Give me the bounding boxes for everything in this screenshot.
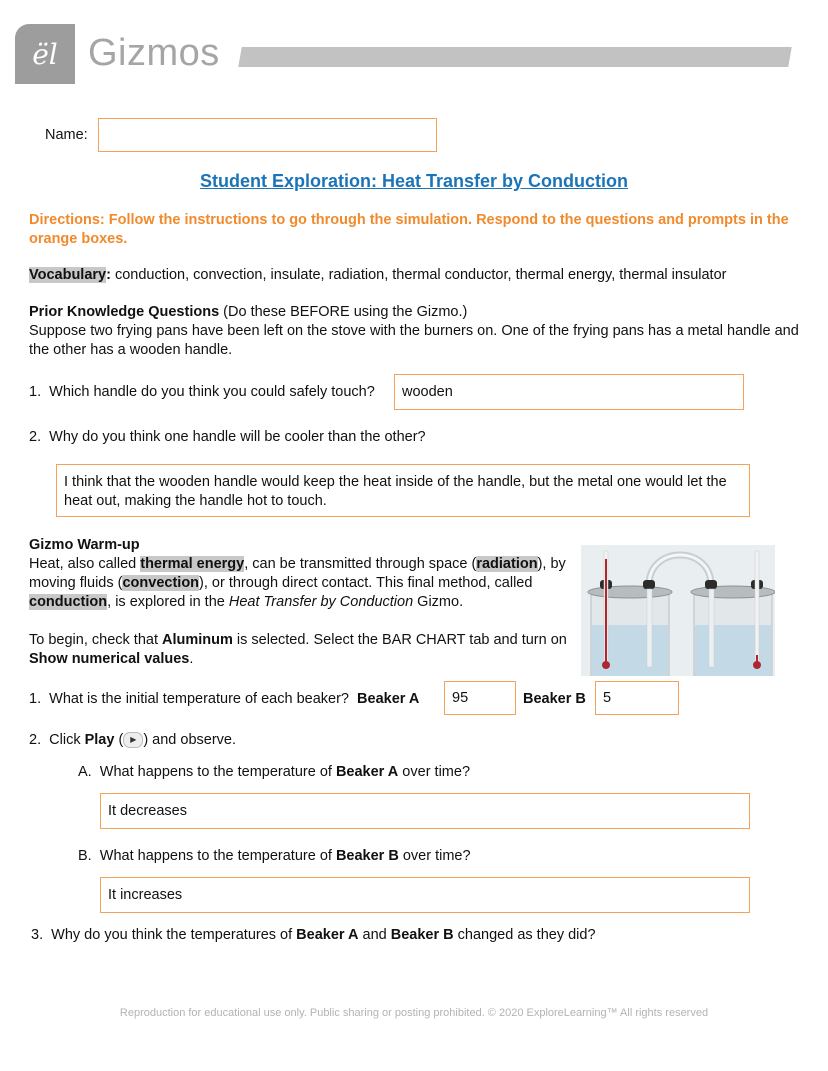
- header-bar: [238, 47, 792, 67]
- gizmo-name: Heat Transfer by Conduction: [228, 594, 414, 610]
- warmup-question-2b: [78, 848, 471, 864]
- text: ), by moving fluids (: [29, 556, 566, 591]
- text: , is explored in the: [107, 594, 229, 610]
- text: , can be transmitted through space (: [244, 556, 477, 572]
- text: (: [114, 732, 124, 748]
- text: What happens to the temperature of: [99, 764, 336, 780]
- footer-copyright: Reproduction for educational use only. Public sharing or posting prohibited. © 2020 ExploreLearning™ All rights reserved: [119, 1007, 709, 1019]
- sub-letter: B.: [78, 848, 92, 864]
- answer-text: It decreases: [108, 803, 187, 819]
- prior-knowledge-heading: Prior Knowledge Questions: [29, 304, 220, 320]
- explorelearning-logo: [15, 24, 75, 84]
- text: ), or through direct contact. This final method, called: [199, 575, 533, 591]
- term-convection: convection: [122, 575, 200, 591]
- beaker-a-temp-field[interactable]: [444, 681, 516, 715]
- connecting-tube: [649, 555, 711, 585]
- beaker-b-term: Beaker B: [390, 927, 454, 943]
- thermometer-b: [755, 551, 759, 663]
- question-text: Why do you think one handle will be cooler than the other?: [49, 429, 426, 445]
- beakers-illustration: [581, 545, 775, 676]
- text: Why do you think the temperatures of: [51, 927, 297, 943]
- term-thermal-energy: thermal energy: [140, 556, 245, 572]
- beaker-a-water: [592, 625, 668, 676]
- sub-letter: A.: [78, 764, 92, 780]
- beaker-a-label: Beaker A: [357, 691, 420, 707]
- question-text: What is the initial temperature of each beaker?: [49, 691, 349, 707]
- question-number: 1.: [29, 691, 42, 707]
- beaker-term: Beaker A: [335, 764, 399, 780]
- text: Heat, also called: [29, 556, 141, 572]
- text: .: [189, 651, 194, 667]
- warmup-question-2a: [78, 764, 470, 780]
- vocabulary-label: Vocabulary: [29, 267, 107, 283]
- term-radiation: radiation: [476, 556, 538, 572]
- brand-name: Gizmos: [88, 32, 220, 74]
- directions: Directions: Follow the instructions to go through the simulation. Respond to the questions and prompts in the orange boxes.: [29, 212, 789, 247]
- warmup-question-3: [31, 927, 596, 943]
- beaker-b-temp-field[interactable]: [595, 681, 679, 715]
- text: Gizmo.: [413, 594, 464, 610]
- show-values-term: Show numerical values: [29, 651, 190, 667]
- logo-glyph: ël: [32, 37, 58, 71]
- warmup-heading: Gizmo Warm-up: [29, 537, 140, 553]
- text: ) and observe.: [143, 732, 237, 748]
- text: changed as they did?: [453, 927, 596, 943]
- play-term: Play: [84, 732, 115, 748]
- pk-question-1: [29, 384, 375, 400]
- answer-text: I think that the wooden handle would keep the heat inside of the handle, but the metal one would let the heat out, making the handle hot to touch.: [64, 474, 727, 509]
- aluminum-term: Aluminum: [162, 632, 233, 648]
- thermometer-a-level: [605, 559, 607, 663]
- warmup-question-2: [29, 732, 236, 748]
- text: and: [358, 927, 391, 943]
- text: over time?: [398, 848, 471, 864]
- answer-2a[interactable]: [100, 793, 750, 829]
- stopper: [705, 580, 717, 589]
- answer-text: wooden: [402, 384, 453, 400]
- vocabulary-terms: conduction, convection, insulate, radiation, thermal conductor, thermal energy, thermal insulator: [114, 267, 727, 283]
- beaker-a-term: Beaker A: [296, 927, 359, 943]
- text: To begin, check that: [29, 632, 162, 648]
- text: What happens to the temperature of: [99, 848, 336, 864]
- prior-knowledge-note: (Do these BEFORE using the Gizmo.): [223, 304, 468, 320]
- pk-answer-2[interactable]: [56, 464, 750, 517]
- text: Click: [49, 732, 85, 748]
- answer-text: It increases: [108, 887, 183, 903]
- name-label: Name:: [45, 127, 88, 143]
- pk-answer-1[interactable]: [394, 374, 744, 410]
- text: is selected. Select the BAR CHART tab and turn on: [232, 632, 567, 648]
- question-number: 3.: [31, 927, 44, 943]
- text: over time?: [398, 764, 471, 780]
- question-number: 2.: [29, 732, 42, 748]
- prior-knowledge-intro: Suppose two frying pans have been left on the stove with the burners on. One of the frying pans has a metal handle and the other has a wooden handle.: [29, 323, 799, 358]
- answer-2b[interactable]: [100, 877, 750, 913]
- question-number: 1.: [29, 384, 42, 400]
- warmup-section: [29, 536, 574, 669]
- beaker-b-temp-value: 5: [603, 690, 612, 706]
- vocabulary-line: Vocabulary: conduction, convection, insulate, radiation, thermal conductor, thermal energy, thermal insulator: [29, 267, 727, 283]
- warmup-question-1: [29, 691, 419, 707]
- beaker-b-label: Beaker B: [523, 691, 586, 707]
- stopper: [643, 580, 655, 589]
- page-title: Student Exploration: Heat Transfer by Conduction: [199, 171, 629, 191]
- question-number: 2.: [29, 429, 42, 445]
- term-conduction: conduction: [29, 594, 108, 610]
- beaker-term: Beaker B: [335, 848, 399, 864]
- beakers-svg: [581, 545, 775, 676]
- pk-question-2: [29, 429, 426, 445]
- beaker-b-water: [695, 625, 771, 676]
- beaker-a-temp-value: 95: [452, 690, 469, 706]
- play-icon: ▶: [123, 732, 143, 748]
- name-field[interactable]: [98, 118, 437, 152]
- question-text: Which handle do you think you could safely touch?: [49, 384, 375, 400]
- prior-knowledge-section: [29, 303, 804, 360]
